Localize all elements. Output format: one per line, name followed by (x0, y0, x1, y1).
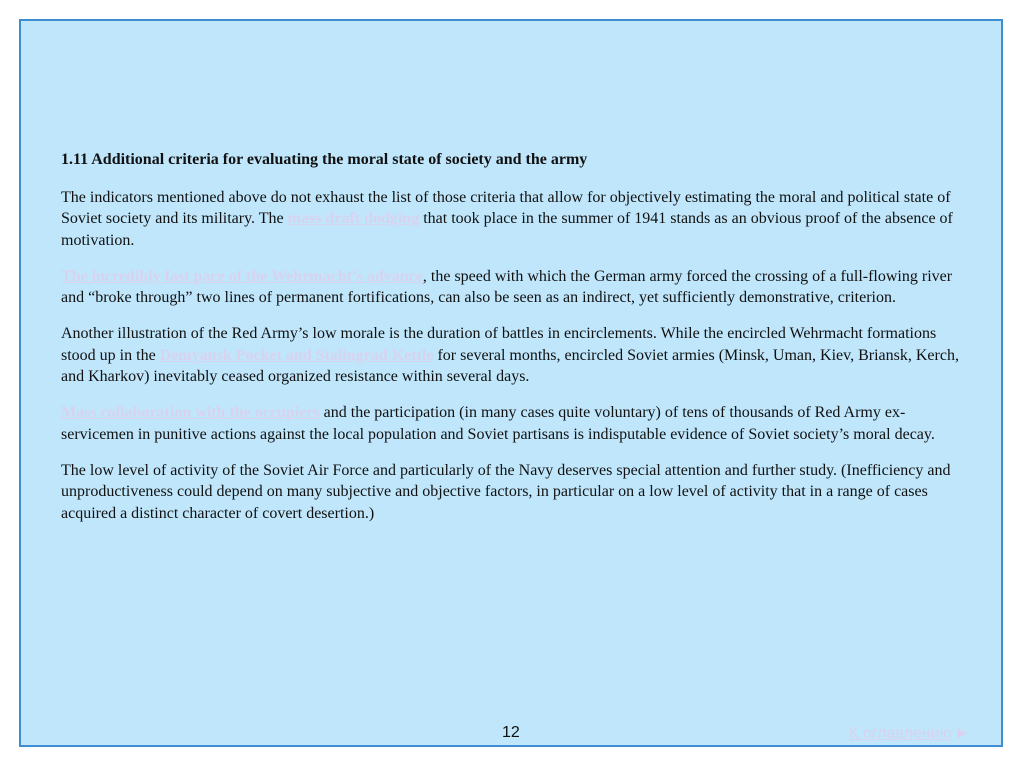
paragraph-4 (61, 402, 961, 445)
paragraph-3-text-a: Another illustration of the Red Army’s low morale is the duration of battles in encirclements. While the encircled Wehrmacht formations stood up in the (61, 325, 937, 364)
paragraph-1 (61, 187, 961, 252)
link-mass-collaboration[interactable]: Mass collaboration with the occupiers (61, 404, 320, 421)
link-demyansk-stalingrad[interactable]: Demyansk Pocket and Stalingrad Kettle (159, 346, 434, 364)
paragraph-3 (61, 323, 961, 388)
toc-link-label: К оглавлению (849, 725, 952, 742)
paragraph-4-text: and the participation (in many cases quite voluntary) of tens of thousands of Red Army ex-servicemen in punitive actions against the local population and Soviet partisans is indisputable evidence of Soviet society’s moral decay. (61, 404, 935, 443)
paragraph-3-text-b: for several months, encircled Soviet armies (Minsk, Uman, Kiev, Briansk, Kerch, and Kharkov) inevitably ceased organized resistance within several days. (61, 346, 959, 385)
paragraph-1-text-a: The indicators mentioned above do not exhaust the list of those criteria that allow for objectively estimating the moral and political state of Soviet society and its military. The (61, 188, 951, 227)
section-heading: 1.11 Additional criteria for evaluating the moral state of society and the army (61, 151, 588, 168)
link-mass-draft-dodging[interactable]: mass draft dodging (287, 210, 420, 227)
link-wehrmacht-advance[interactable]: The incredibly fast pace of the Wehrmacht’s advance (61, 267, 423, 285)
paragraph-2-text: , the speed with which the German army forced the crossing of a full-flowing river and “broke through” two lines of permanent fortifications, can also be seen as an indirect, yet sufficiently demonstrative, criterion. (61, 267, 953, 306)
slide (19, 19, 1003, 747)
table-of-contents-link[interactable] (849, 725, 970, 743)
paragraph-5-text: The low level of activity of the Soviet Air Force and particularly of the Navy deserves special attention and further study. (Inefficiency and unproductiveness could depend on many subjective and objective factors, in particular on a low level of activity that in a range of cases acquired a distinct character of covert desertion.) (61, 461, 951, 522)
paragraph-2 (61, 266, 961, 309)
paragraph-1-text-b: that took place in the summer of 1941 stands as an obvious proof of the absence of motivation. (61, 210, 953, 249)
paragraph-5 (61, 460, 961, 525)
page-number: 12 (502, 724, 520, 741)
arrow-right-icon: ► (954, 725, 971, 742)
content-area (61, 149, 961, 539)
